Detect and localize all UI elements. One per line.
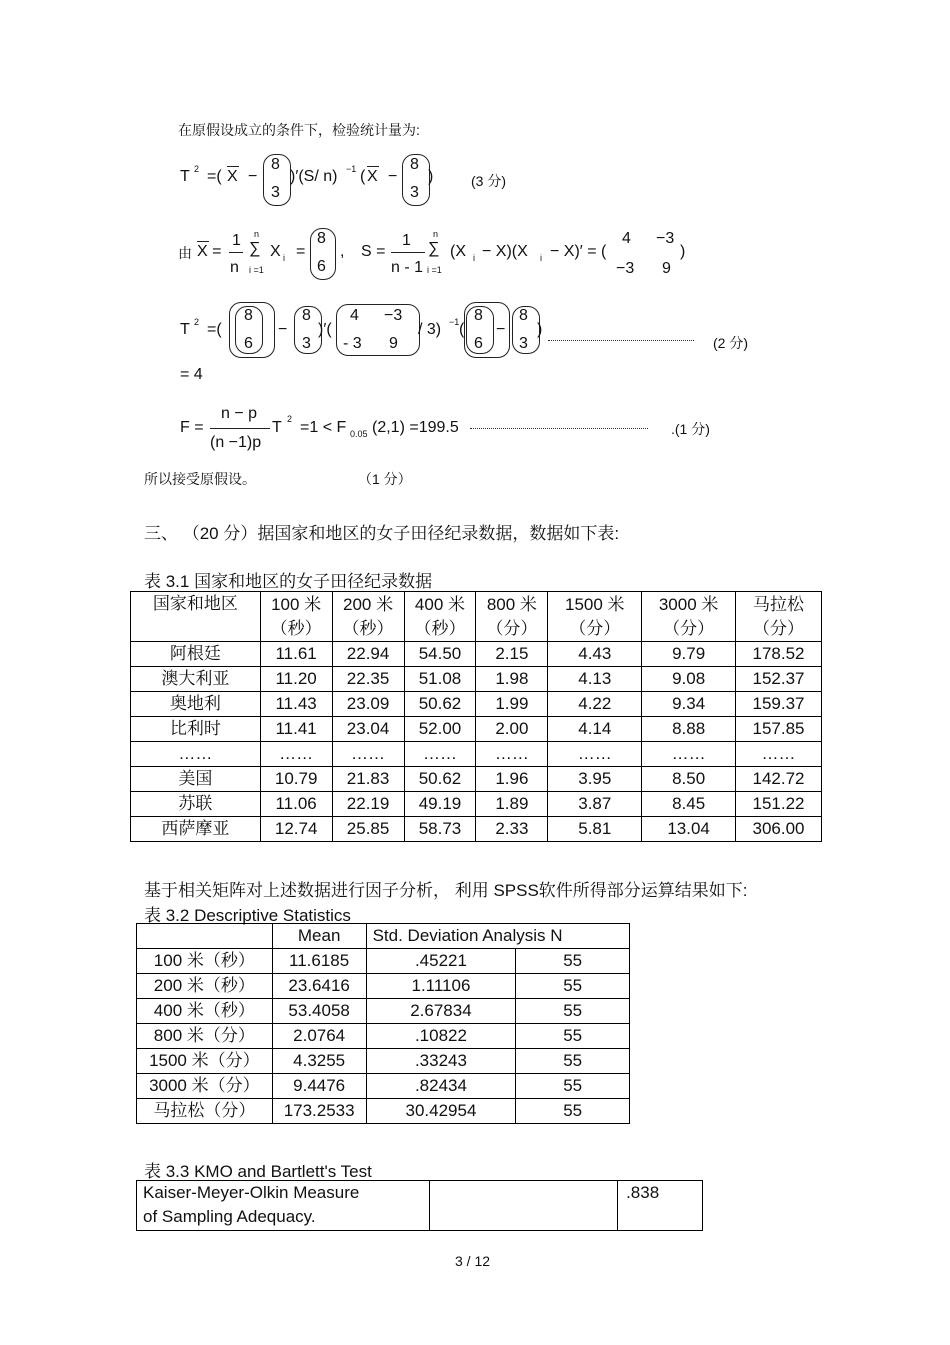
header-3000m: 3000 米 （分） bbox=[642, 592, 736, 642]
you-text: 由 bbox=[178, 245, 192, 261]
f-t2-sup: 2 bbox=[287, 414, 293, 424]
t2-calc-symbol: T bbox=[180, 321, 190, 338]
t2-v1-top: 8 bbox=[244, 307, 253, 324]
t2-calc-minus-2: − bbox=[496, 321, 506, 338]
records-table-header bbox=[131, 592, 822, 642]
t2-close2: ) bbox=[537, 321, 543, 338]
header-country: 国家和地区 bbox=[131, 592, 261, 642]
mean-frac-num: 1 bbox=[232, 232, 241, 249]
sum-symbol: ∑ bbox=[249, 240, 261, 257]
f-eq: F = bbox=[180, 419, 204, 436]
leader-dots bbox=[548, 340, 694, 341]
table-row: 3000 米（分） 9.4476 .82434 55 bbox=[137, 1074, 630, 1099]
xbar-eq: X = bbox=[197, 243, 222, 260]
mu-vector-bottom: 3 bbox=[271, 184, 280, 201]
mu-vector-top: 8 bbox=[271, 156, 280, 173]
f-rest2: (2,1) =199.5 bbox=[372, 419, 459, 436]
table-row: 奥地利 11.43 23.09 50.62 1.99 4.22 9.34 159.37 bbox=[131, 692, 822, 717]
t2-result: = 4 bbox=[180, 366, 203, 383]
t2-v2-bottom: 3 bbox=[302, 335, 311, 352]
table2-caption: 表 3.2 Descriptive Statistics bbox=[144, 906, 351, 925]
table-row bbox=[137, 1181, 703, 1231]
t2-v2-top: 8 bbox=[302, 307, 311, 324]
t2-calc-sup: 2 bbox=[194, 317, 200, 327]
header-marathon: 马拉松 （分） bbox=[736, 592, 822, 642]
s-expr-1: (X bbox=[450, 243, 466, 260]
records-table bbox=[130, 591, 822, 842]
table-row: 400 米（秒） 53.4058 2.67834 55 bbox=[137, 999, 630, 1024]
table-row: 西萨摩亚 12.74 25.85 58.73 2.33 5.81 13.04 306.00 bbox=[131, 817, 822, 842]
analysis-text: 基于相关矩阵对上述数据进行因子分析， 利用 SPSS软件所得部分运算结果如下: bbox=[144, 881, 748, 900]
question3-heading: 三、 （20 分）据国家和地区的女子田径纪录数据，数据如下表: bbox=[144, 524, 620, 543]
table-row-ellipsis: …… …… …… …… …… …… …… …… bbox=[131, 742, 822, 767]
table-row: 200 米（秒） 23.6416 1.11106 55 bbox=[137, 974, 630, 999]
table3-caption: 表 3.3 KMO and Bartlett's Test bbox=[144, 1162, 372, 1181]
mu-vector-top-2: 8 bbox=[410, 156, 419, 173]
table-row: 马拉松（分） 173.2533 30.42954 55 bbox=[137, 1099, 630, 1124]
f-frac-den: (n −1)p bbox=[210, 434, 262, 451]
header-200m: 200 米 （秒） bbox=[332, 592, 404, 642]
conclusion-text: 所以接受原假设。 bbox=[144, 471, 256, 487]
open-paren: ( bbox=[360, 168, 366, 185]
prime-s-term: )′(S/ n) bbox=[290, 168, 338, 185]
xbar-symbol-2: X bbox=[367, 168, 378, 185]
s-matrix-12: −3 bbox=[656, 230, 675, 247]
minus-sign-2: − bbox=[388, 168, 398, 185]
descriptive-stats-table bbox=[136, 923, 630, 1124]
t2-open2: ( bbox=[459, 321, 465, 338]
score-2: (2 分) bbox=[713, 335, 748, 351]
t2-superscript: 2 bbox=[194, 164, 200, 174]
sum-bottom: i =1 bbox=[249, 265, 264, 275]
s-sub-i-2: i bbox=[540, 253, 542, 263]
page-number: 3 / 12 bbox=[455, 1253, 491, 1269]
table-row: 800 米（分） 2.0764 .10822 55 bbox=[137, 1024, 630, 1049]
t2-eq: =( bbox=[207, 168, 222, 185]
t2-v3-bottom: 6 bbox=[474, 335, 483, 352]
t2-m-12: −3 bbox=[384, 307, 403, 324]
xbar-symbol: X bbox=[227, 168, 238, 185]
s-sum-symbol: ∑ bbox=[428, 240, 440, 257]
table-row: 阿根廷 11.61 22.94 54.50 2.15 4.43 9.79 178.52 bbox=[131, 642, 822, 667]
table1-caption: 表 3.1 国家和地区的女子田径纪录数据 bbox=[144, 572, 433, 591]
f-t2: T bbox=[272, 419, 282, 436]
header-1500m: 1500 米 （分） bbox=[548, 592, 642, 642]
t2-v4-top: 8 bbox=[519, 307, 528, 324]
leader-dots-2 bbox=[470, 428, 648, 429]
s-sum-top: n bbox=[433, 229, 439, 239]
table-row: 100 米（秒） 11.6185 .45221 55 bbox=[137, 949, 630, 974]
table-row: 美国 10.79 21.83 50.62 1.96 3.95 8.50 142.72 bbox=[131, 767, 822, 792]
f-frac-num: n − p bbox=[221, 405, 258, 422]
t2-m-11: 4 bbox=[350, 307, 359, 324]
header-400m: 400 米 （秒） bbox=[404, 592, 476, 642]
kmo-value: .838 bbox=[618, 1181, 703, 1231]
close-paren: ) bbox=[428, 168, 434, 185]
t2-v3-top: 8 bbox=[474, 307, 483, 324]
table-row: 苏联 11.06 22.19 49.19 1.89 3.87 8.45 151.22 bbox=[131, 792, 822, 817]
t2-inv: −1 bbox=[449, 317, 460, 327]
equals: = bbox=[296, 243, 306, 260]
t2-div: / 3) bbox=[418, 321, 442, 338]
s-sub-i: i bbox=[473, 253, 475, 263]
table-row: 比利时 11.41 23.04 52.00 2.00 4.14 8.88 157.85 bbox=[131, 717, 822, 742]
mean-frac-den: n bbox=[230, 259, 239, 276]
s-matrix-21: −3 bbox=[616, 260, 635, 277]
s-matrix-11: 4 bbox=[622, 230, 631, 247]
table-row: 澳大利亚 11.20 22.35 51.08 1.98 4.13 9.08 152.37 bbox=[131, 667, 822, 692]
s-expr-2: − X)(X bbox=[482, 243, 528, 260]
t2-calc-eq: =( bbox=[207, 321, 222, 338]
s-frac-den: n - 1 bbox=[391, 259, 424, 276]
minus-sign: − bbox=[248, 168, 258, 185]
intro-text: 在原假设成立的条件下，检验统计量为: bbox=[178, 122, 420, 138]
descriptive-stats-header: Mean Std. Deviation Analysis N bbox=[137, 924, 630, 949]
s-expr-3: − X)′ = ( bbox=[550, 243, 607, 260]
comma: , bbox=[340, 243, 345, 260]
score-1: .(1 分) bbox=[671, 421, 710, 437]
score-3: (3 分) bbox=[471, 173, 506, 189]
sum-top: n bbox=[254, 229, 260, 239]
s-sum-bottom: i =1 bbox=[427, 265, 442, 275]
xi-symbol: X bbox=[270, 243, 281, 260]
t2-m-22: 9 bbox=[389, 335, 398, 352]
mean-vector-top: 8 bbox=[317, 230, 326, 247]
f-sub: 0.05 bbox=[350, 429, 368, 439]
kmo-label: Kaiser-Meyer-Olkin Measure of Sampling Adequacy. bbox=[137, 1181, 430, 1231]
sub-i: i bbox=[283, 253, 285, 263]
header-800m: 800 米 （分） bbox=[476, 592, 548, 642]
t2-symbol: T bbox=[180, 168, 190, 185]
t2-calc-prime: )′( bbox=[318, 321, 332, 338]
mean-vector-bottom: 6 bbox=[317, 258, 326, 275]
s-eq: S = bbox=[361, 243, 386, 260]
t2-calc-minus: − bbox=[278, 321, 288, 338]
table-row: 1500 米（分） 4.3255 .33243 55 bbox=[137, 1049, 630, 1074]
s-frac-num: 1 bbox=[402, 232, 411, 249]
inverse-superscript: −1 bbox=[346, 164, 357, 174]
mu-vector-bottom-2: 3 bbox=[410, 184, 419, 201]
s-matrix-close: ) bbox=[680, 243, 686, 260]
t2-v4-bottom: 3 bbox=[519, 335, 528, 352]
t2-v1-bottom: 6 bbox=[244, 335, 253, 352]
conclusion-score: （1 分） bbox=[358, 471, 412, 487]
t2-m-21: - 3 bbox=[343, 335, 362, 352]
f-rest: =1 < F bbox=[300, 419, 347, 436]
header-100m: 100 米 （秒） bbox=[260, 592, 332, 642]
kmo-table bbox=[136, 1180, 703, 1231]
s-matrix-22: 9 bbox=[662, 260, 671, 277]
